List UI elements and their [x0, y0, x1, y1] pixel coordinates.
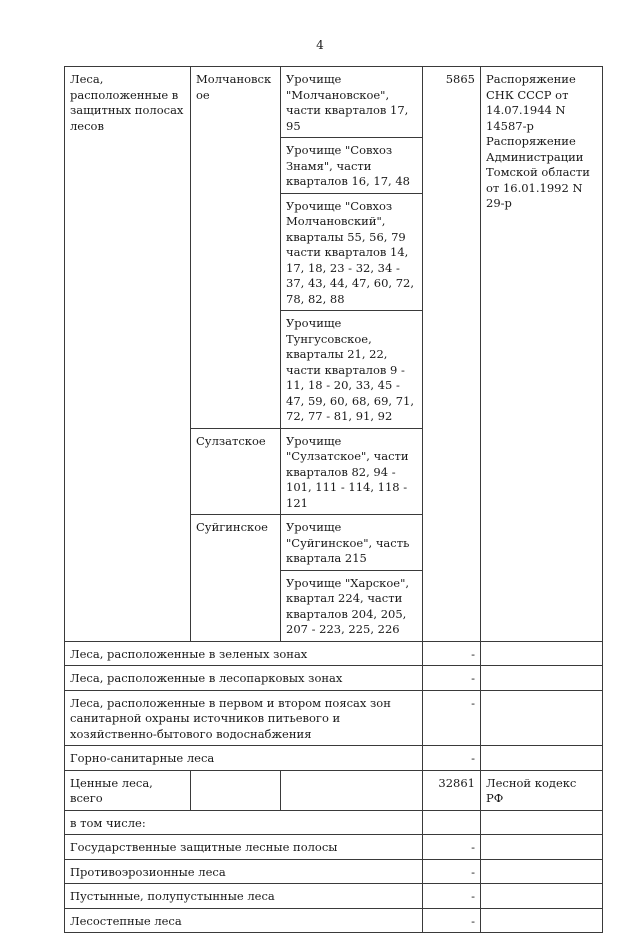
- forestry-cell: Молчановское: [191, 67, 281, 429]
- tract-cell: Урочище "Сулзатское", части кварталов 82, 94 - 101, 111 - 114, 118 - 121: [281, 428, 423, 515]
- table-row: [65, 908, 603, 933]
- empty-cell: [191, 770, 281, 810]
- category-label: Горно-санитарные леса: [65, 746, 423, 771]
- legal-basis-cell: Лесной кодекс РФ: [481, 770, 603, 810]
- tract-cell: Урочище "Суйгинское", часть квартала 215: [281, 515, 423, 571]
- tract-cell: Урочище Тунгусовское, кварталы 21, 22, части кварталов 9 - 11, 18 - 20, 33, 45 - 47, 59, 60, 68, 69, 71, 72, 77 - 81, 91, 92: [281, 311, 423, 429]
- legal-basis-cell: [481, 690, 603, 746]
- legal-basis-cell: [481, 908, 603, 933]
- category-label: в том числе:: [65, 810, 423, 835]
- area-cell: [423, 810, 481, 835]
- legal-document: Распоряжение СНК СССР от 14.07.1944 N 14587-р: [486, 72, 576, 133]
- area-cell: -: [423, 908, 481, 933]
- legal-basis-cell: [481, 666, 603, 691]
- legal-document: Распоряжение Администрации Томской области от 16.01.1992 N 29-р: [486, 134, 590, 210]
- table-row: [65, 835, 603, 860]
- category-label: Лесостепные леса: [65, 908, 423, 933]
- area-cell: -: [423, 666, 481, 691]
- tract-cell: Урочище "Совхоз Молчановский", кварталы 55, 56, 79 части кварталов 14, 17, 18, 23 - 32, 34 - 37, 43, 44, 47, 60, 72, 78, 82, 88: [281, 193, 423, 311]
- table-row: [65, 810, 603, 835]
- category-label: Леса, расположенные в первом и втором поясах зон санитарной охраны источников питьевого и хозяйственно-бытового водоснабжения: [65, 690, 423, 746]
- table-row: [65, 884, 603, 909]
- table-row: [65, 641, 603, 666]
- legal-basis-cell: [481, 835, 603, 860]
- legal-basis-cell: [481, 884, 603, 909]
- table-row: [65, 690, 603, 746]
- category-label: Леса, расположенные в лесопарковых зонах: [65, 666, 423, 691]
- tract-cell: Урочище "Молчановское", части кварталов 17, 95: [281, 67, 423, 138]
- category-label: Ценные леса, всего: [65, 770, 191, 810]
- area-cell: 32861: [423, 770, 481, 810]
- legal-basis-cell: [481, 810, 603, 835]
- area-cell: -: [423, 835, 481, 860]
- protective-forests-table: [64, 66, 603, 933]
- legal-basis-cell: [481, 641, 603, 666]
- table-row: [65, 666, 603, 691]
- tract-cell: Урочище "Харское", квартал 224, части кварталов 204, 205, 207 - 223, 225, 226: [281, 570, 423, 641]
- category-label: Пустынные, полупустынные леса: [65, 884, 423, 909]
- category-label: Государственные защитные лесные полосы: [65, 835, 423, 860]
- category-label: Противоэрозионные леса: [65, 859, 423, 884]
- empty-cell: [281, 770, 423, 810]
- area-cell: -: [423, 884, 481, 909]
- forestry-cell: Сулзатское: [191, 428, 281, 515]
- area-cell: 5865: [423, 67, 481, 642]
- page-number: 4: [316, 38, 324, 52]
- table-row: [65, 859, 603, 884]
- area-cell: -: [423, 859, 481, 884]
- legal-basis-cell: [481, 67, 603, 642]
- area-cell: -: [423, 746, 481, 771]
- area-cell: -: [423, 690, 481, 746]
- tract-cell: Урочище "Совхоз Знамя", части кварталов 16, 17, 48: [281, 138, 423, 194]
- table-row: [65, 770, 603, 810]
- area-cell: -: [423, 641, 481, 666]
- forestry-cell: Суйгинское: [191, 515, 281, 642]
- category-cell: Леса, расположенные в защитных полосах лесов: [65, 67, 191, 642]
- table-row: [65, 746, 603, 771]
- table-row: [65, 67, 603, 138]
- legal-basis-cell: [481, 859, 603, 884]
- category-label: Леса, расположенные в зеленых зонах: [65, 641, 423, 666]
- legal-basis-cell: [481, 746, 603, 771]
